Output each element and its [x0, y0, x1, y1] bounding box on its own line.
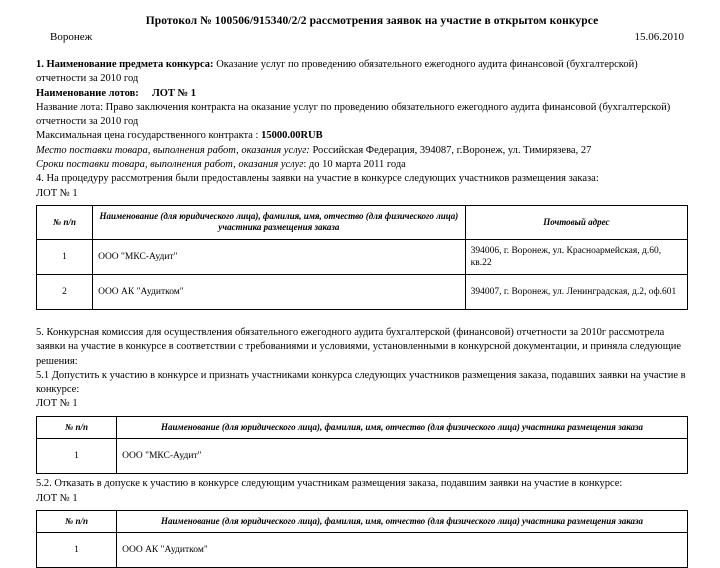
- section1-value: Оказание услуг по проведению обязательного ежегодного аудита финансовой (бухгалтерской) отчетности за 2010 год: [36, 59, 638, 85]
- cell-name: ООО АК "Аудитком": [93, 274, 466, 309]
- cell-number: 1: [37, 439, 117, 474]
- section1-subject: [36, 58, 690, 87]
- lots-value: ЛОТ № 1: [151, 87, 196, 99]
- header-name: Наименование (для юридического лица), фамилия, имя, отчество (для физического лица) участника размещения заказа: [93, 205, 466, 239]
- max-price-value: 15000.00RUB: [261, 130, 323, 142]
- city-date-line: [36, 30, 690, 44]
- cell-address: 394007, г. Воронеж, ул. Ленинградская, д.2, оф.601: [465, 274, 687, 309]
- table-header-row: [37, 510, 688, 533]
- header-address: Почтовый адрес: [465, 205, 687, 239]
- cell-number: 1: [37, 533, 117, 568]
- header-name: Наименование (для юридического лица), фамилия, имя, отчество (для физического лица) участника размещения заказа: [117, 510, 688, 533]
- delivery-place-line: [36, 144, 690, 158]
- header-number: № п/п: [37, 205, 93, 239]
- cell-name: ООО АК "Аудитком": [117, 533, 688, 568]
- cell-address: 394006, г. Воронеж, ул. Красноармейская, д.60, кв.22: [465, 239, 687, 274]
- cell-number: 1: [37, 239, 93, 274]
- document-body: [36, 58, 690, 568]
- table-header-row: [37, 205, 688, 239]
- max-price-label: Максимальная цена государственного контракта :: [36, 130, 262, 142]
- applicants-table: [36, 205, 688, 310]
- section4-lot: ЛОТ № 1: [36, 187, 78, 199]
- cell-name: ООО "МКС-Аудит": [117, 439, 688, 474]
- header-number: № п/п: [37, 416, 117, 439]
- section51-text: 5.1 Допустить к участию в конкурсе и признать участниками конкурса следующих участников размещения заказа, подавших заявки на участие в конкурсе:: [36, 369, 686, 396]
- delivery-place-value: Российская Федерация, 394087, г.Воронеж, ул. Тимирязева, 27: [309, 144, 592, 156]
- table-row: [37, 239, 688, 274]
- header-name: Наименование (для юридического лица), фамилия, имя, отчество (для физического лица) участника размещения заказа: [117, 416, 688, 439]
- admitted-participants-table: [36, 416, 688, 475]
- table-row: [37, 274, 688, 309]
- section1-label: 1. Наименование предмета конкурса:: [36, 59, 214, 70]
- max-price-line: [36, 129, 690, 143]
- rejected-participants-table: [36, 510, 688, 568]
- section52-lot: ЛОТ № 1: [36, 492, 78, 504]
- cell-name: ООО "МКС-Аудит": [93, 239, 466, 274]
- table-row: [37, 439, 688, 474]
- delivery-terms-line: [36, 158, 690, 172]
- document-date: 15.06.2010: [634, 31, 684, 43]
- section51-lot: ЛОТ № 1: [36, 398, 78, 410]
- section52-text: 5.2. Отказать в допуске к участию в конкурсе следующим участникам размещения заказа, подавшим заявки на участие в конкурсе:: [36, 478, 623, 490]
- lots-label: Наименование лотов:: [36, 87, 139, 99]
- delivery-terms-label: Сроки поставки товара, выполнения работ, оказания услуг: [36, 159, 304, 171]
- table-row: [37, 533, 688, 568]
- section1-lots: [36, 87, 690, 101]
- page-title: Протокол № 100506/915340/2/2 рассмотрения заявок на участие в открытом конкурсе: [145, 15, 599, 27]
- delivery-place-label: Место поставки товара, выполнения работ, оказания услуг:: [36, 144, 310, 156]
- delivery-terms-value: : до 10 марта 2011 года: [303, 159, 406, 171]
- cell-number: 2: [37, 274, 93, 309]
- section4-text: 4. На процедуру рассмотрения были предоставлены заявки на участие в конкурсе следующих участников размещения заказа:: [36, 173, 599, 185]
- city-label: Воронеж: [50, 31, 93, 43]
- header-number: № п/п: [37, 510, 117, 533]
- section5-text: 5. Конкурсная комиссия для осуществления обязательного ежегодного аудита бухгалтерской (финансовой) отчетности за 2010г рассмотрела заявки на участие в конкурсе в соответствии с требованиями и условиями, установленными в конкурсной документации, и приняла следующие решения:: [36, 326, 682, 367]
- lot-name: Название лота: Право заключения контракта на оказание услуг по проведению обязательного ежегодного аудита финансовой (бухгалтерской) отчетности за 2010 год: [36, 101, 671, 128]
- table-header-row: [37, 416, 688, 439]
